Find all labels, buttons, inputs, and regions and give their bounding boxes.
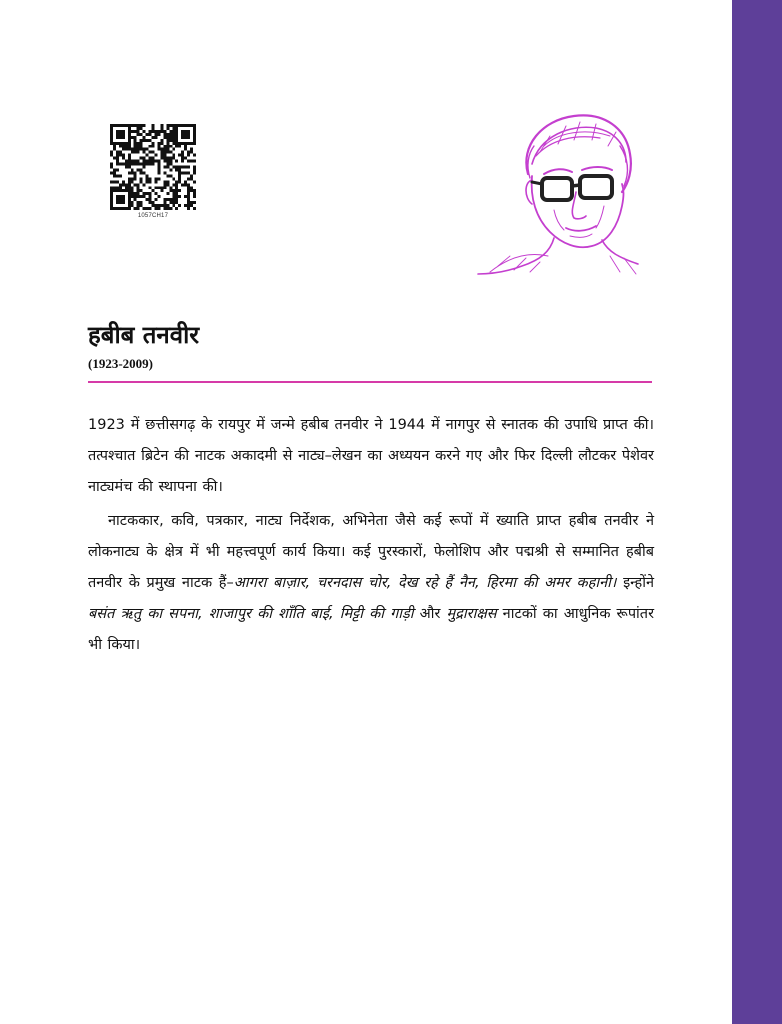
author-name: हबीब तनवीर (88, 321, 200, 349)
bio-paragraph-2 (88, 506, 654, 661)
bio-p2-outro: नाटकों का आधुनिक रूपांतर भी किया। (88, 606, 655, 653)
author-bio (88, 410, 654, 664)
qr-code-block[interactable] (108, 124, 198, 219)
author-portrait-sketch-icon (470, 106, 660, 282)
bio-paragraph-1: 1923 में छत्तीसगढ़ के रायपुर में जन्मे हबीब तनवीर ने 1944 में नागपुर से स्नातक की उपाधि प्राप्त की। तत्पश्चात ब्रिटेन की नाटक अकादमी से नाट्य–लेखन का अध्ययन करने गए और फिर दिल्ली लौटकर पेशेवर नाट्यमंच की स्थापना की। (88, 417, 654, 495)
bio-p2-intro: नाटककार, कवि, पत्रकार, नाट्य निर्देशक, अभिनेता जैसे कई रूपों में ख्याति प्राप्त हबीब तनवीर ने लोकनाट्य के क्षेत्र में भी महत्त्वपूर्ण कार्य किया। कई पुरस्कारों, फेलोशिप और पद्मश्री से सम्मानित हबीब तनवीर के प्रमुख नाटक हैं– (88, 513, 654, 591)
adaptation-title-1: बसंत ऋतु का सपना, (88, 606, 203, 622)
conjunction: और (419, 606, 441, 622)
adaptation-title-3: मुद्राराक्षस (446, 606, 497, 622)
adaptation-title-2: शाजापुर की शाँति बाई, मिट्टी की गाड़ी (208, 606, 414, 622)
play-title-1: आगरा बाज़ार, (233, 575, 311, 591)
qr-code-icon (108, 124, 198, 210)
title-divider (88, 381, 652, 383)
qr-code-label: 1057CH17 (137, 213, 169, 219)
adaptation-intro: इन्होंने (623, 575, 655, 591)
purple-side-band (732, 0, 782, 1024)
author-years: (1923-2009) (88, 356, 153, 371)
play-title-2: चरनदास चोर, देख रहे हैं नैन, हिरमा की अमर कहानी। (316, 575, 617, 591)
